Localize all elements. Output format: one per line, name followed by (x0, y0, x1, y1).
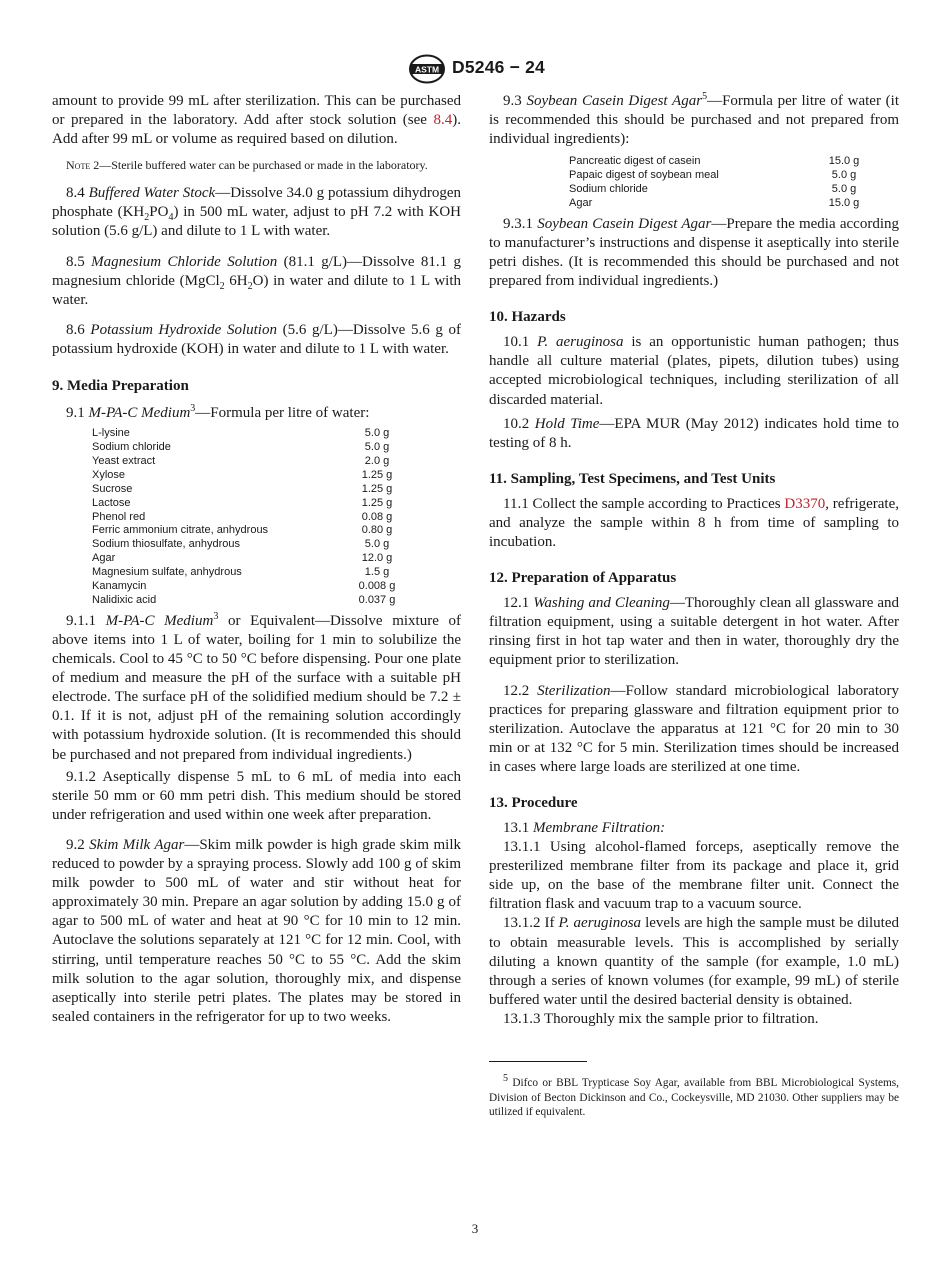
ingredient-amount: 15.0 g (828, 197, 860, 209)
ingredient-name: Phenol red (92, 510, 146, 523)
heading-13: 13. Procedure (489, 794, 578, 811)
ingredient-name: Yeast extract (92, 454, 156, 467)
heading-11: 11. Sampling, Test Specimens, and Test Units (489, 470, 776, 487)
section-8-5: 8.5 Magnesium Chloride Solution (81.1 g/L)—Dissolve 81.1 g magnesium chloride (MgCl$_2$ $6H_2O$) in water and dilute to 1 L with water. (52, 253, 462, 308)
ingredient-amount: 1.25 g (361, 496, 393, 509)
ingredient-amount: 2.0 g (364, 454, 390, 467)
section-13-1-3: 13.1.3 Thoroughly mix the sample prior to filtration. (503, 1010, 819, 1027)
ingredient-amount: 0.037 g (358, 594, 396, 606)
ingredient-name: Agar (92, 552, 116, 565)
ingredient-name: Ferric ammonium citrate, anhydrous (92, 524, 269, 537)
ingredient-amount: 0.08 g (361, 510, 393, 523)
mpac-row (92, 483, 417, 497)
ref-link-d3370[interactable]: D3370 (784, 495, 826, 512)
soybean-row (569, 155, 884, 169)
page-header (0, 52, 950, 86)
mpac-recipe-table (92, 427, 417, 608)
section-11-1: 11.1 Collect the sample according to Practices D3370, refrigerate, and analyze the sample within 8 h from time of sampling to incubation. (489, 495, 899, 551)
note-2: Note 2—Sterile buffered water can be purchased or made in the laboratory. (66, 158, 428, 173)
mpac-row (92, 594, 417, 608)
mpac-row (92, 580, 417, 594)
heading-9: 9. Media Preparation (52, 378, 189, 395)
section-13-1-1: 13.1.1 Using alcohol-flamed forceps, aseptically remove the presterilized membrane filter from its package and place it, grid side up, on the base of the membrane filter unit. Connect the filtration flask and vacuum trap to a vacuum source. (489, 839, 899, 913)
document-id: D5246 − 24 (452, 57, 545, 77)
section-8-4: 8.4 Buffered Water Stock—Dissolve 34.0 g potassium dihydrogen phosphate $(KH_2PO_4)$ in 500 mL water, adjust to pH 7.2 with KOH solution (5.6 g/L) and dilute to 1 L with water. (52, 185, 462, 240)
mpac-row (92, 441, 417, 455)
logo-text: ASTM (414, 64, 440, 75)
ingredient-amount: 12.0 g (361, 552, 393, 565)
ingredient-name: Kanamycin (92, 580, 147, 593)
ingredient-amount: 0.008 g (358, 580, 396, 593)
footnote-rule (489, 1061, 587, 1062)
ingredient-amount: 1.5 g (364, 566, 390, 579)
ingredient-amount: 5.0 g (364, 427, 390, 440)
ingredient-name: Agar (569, 197, 593, 209)
mpac-row (92, 566, 417, 580)
section-9-1-1: 9.1.1 M-PA-C Medium$^3$ or Equivalent—Dissolve mixture of above items into 1 L of water, boiling for 1 min to solubilize the chemicals. Cool to 45 °C to 50 °C before dispensing. Pour one plate of medium and measure the pH of the surface with a suitable pH electrode. The surface pH of the solidified medium should be 7.2 ± 0.1. If it is not, adjust pH of the remaining solution accordingly with potassium hydroxide solution. (It is recommended this should be purchased and not prepared from individual ingredients.) (52, 610, 461, 763)
mpac-row (92, 538, 417, 552)
soybean-row (569, 197, 884, 211)
soybean-row (569, 169, 884, 183)
section-10-1: 10.1 P. aeruginosa is an opportunistic human pathogen; thus handle all culture material (plates, pipets, dilution tubes) using accepted microbiological techniques, including sterilization of all discarded material. (489, 334, 900, 408)
section-9-3: 9.3 Soybean Casein Digest Agar$^5$—Formula per litre of water (it is recommended this should be purchased and not prepared from individual ingredients): (489, 91, 899, 148)
astm-logo-icon (408, 54, 446, 84)
section-9-2: 9.2 Skim Milk Agar—Skim milk powder is high grade skim milk reduced to powder by a spraying process. Slowly add 100 g of skim milk powder to 500 mL of water and stir without heat for approximately 30 min. Prepare an agar solution by adding 15.0 g of agar to 500 mL of water and heat at 90 °C for 10 min to 12 min. Autoclave the solutions separately at 121 °C for 12 min. Cool, with stirring, until temperature reaches 50 °C to 55 °C. Add the skim milk solution to the agar solution, thoroughly mix, and dispense aseptically into sterile petri plates. The plates may be stored in sealed containers in the refrigerator for up to two weeks. (52, 836, 461, 1025)
ingredient-name: Sucrose (92, 482, 133, 495)
heading-10: 10. Hazards (489, 309, 566, 326)
section-10-2: 10.2 Hold Time—EPA MUR (May 2012) indicates hold time to testing of 8 h. (489, 415, 899, 451)
mpac-row (92, 511, 417, 525)
ingredient-amount: 5.0 g (831, 169, 857, 182)
mpac-row (92, 455, 417, 469)
paragraph-8-3-continued: amount to provide 99 mL after sterilization. This can be purchased or prepared in the laboratory. Add after stock solution (see 8.4). Add after 99 mL or volume as required based on dilution. (52, 93, 461, 148)
ingredient-name: Sodium chloride (569, 183, 648, 196)
ingredient-name: Xylose (92, 468, 126, 481)
ref-link-8-4[interactable]: 8.4 (433, 112, 453, 129)
section-13-1: 13.1 Membrane Filtration: (503, 819, 666, 836)
mpac-row (92, 427, 417, 441)
section-13-1-2: 13.1.2 If P. aeruginosa levels are high the sample must be diluted to obtain measurable levels. This is accomplished by serially diluting a known quantity of the sample (for example, 1.0 mL) through a series of known volumes (for example, 99 mL) of sterile buffered water until the desired bacterial density is obtained. (489, 915, 900, 1008)
mpac-row (92, 552, 417, 566)
heading-12: 12. Preparation of Apparatus (489, 570, 677, 587)
ingredient-amount: 5.0 g (831, 183, 857, 196)
section-9-1-2: 9.1.2 Aseptically dispense 5 mL to 6 mL of media into each sterile 50 mm or 60 mm petri dish. This medium should be stored under refrigeration and used within one week after preparation. (52, 768, 461, 823)
ingredient-amount: 5.0 g (364, 441, 390, 454)
ingredient-name: Sodium thiosulfate, anhydrous (92, 538, 240, 551)
ingredient-amount: 5.0 g (364, 538, 390, 551)
page-number: 3 (471, 1221, 479, 1236)
ingredient-name: Lactose (92, 496, 131, 509)
section-9-1: 9.1 M-PA-C Medium$^3$—Formula per litre of water: (66, 403, 370, 422)
mpac-row (92, 469, 417, 483)
ingredient-name: Sodium chloride (92, 441, 171, 454)
ingredient-name: L-lysine (92, 427, 130, 440)
mpac-row (92, 497, 417, 511)
footnote-5: $^5$ Difco or BBL Trypticase Soy Agar, available from BBL Microbiological Systems, Division of Becton Dickinson and Co., Cockeysville, MD 21030. Other suppliers may be utilized if equivalent. (489, 1073, 899, 1119)
section-12-2: 12.2 Sterilization—Follow standard microbiological laboratory practices for preparing glassware and filtration equipment prior to sterilization. Autoclave the apparatus at 121 °C for 20 min to 30 min or at 132 °C for 5 min. Sterilization times should be increased in cases where large loads are sterilized at one time. (489, 682, 899, 775)
ingredient-amount: 1.25 g (361, 468, 393, 481)
section-8-6: 8.6 Potassium Hydroxide Solution (5.6 g/L)—Dissolve 5.6 g of potassium hydroxide (KOH) in water and dilute to 1 L with water. (52, 321, 462, 357)
ingredient-name: Pancreatic digest of casein (569, 155, 701, 168)
ingredient-name: Papaic digest of soybean meal (569, 169, 719, 182)
ingredient-amount: 0.80 g (361, 524, 393, 537)
ingredient-amount: 1.25 g (361, 482, 393, 495)
soybean-recipe-table (569, 155, 884, 211)
right-column (489, 92, 899, 1120)
ingredient-name: Magnesium sulfate, anhydrous (92, 566, 242, 579)
left-column (52, 92, 461, 1027)
mpac-row (92, 524, 417, 538)
ingredient-name: Nalidixic acid (92, 594, 157, 606)
section-9-3-1: 9.3.1 Soybean Casein Digest Agar—Prepare the media according to manufacturer’s instructions and dispense it aseptically into sterile petri dishes. (It is recommended this should be purchased and not prepared from individual ingredients.) (489, 215, 900, 290)
ingredient-amount: 15.0 g (828, 155, 860, 168)
soybean-row (569, 183, 884, 197)
section-12-1: 12.1 Washing and Cleaning—Thoroughly clean all glassware and filtration equipment, using a suitable detergent in hot water. After rinsing first in hot tap water and then in water, thoroughly dry the equipment prior to sterilization. (489, 595, 900, 669)
